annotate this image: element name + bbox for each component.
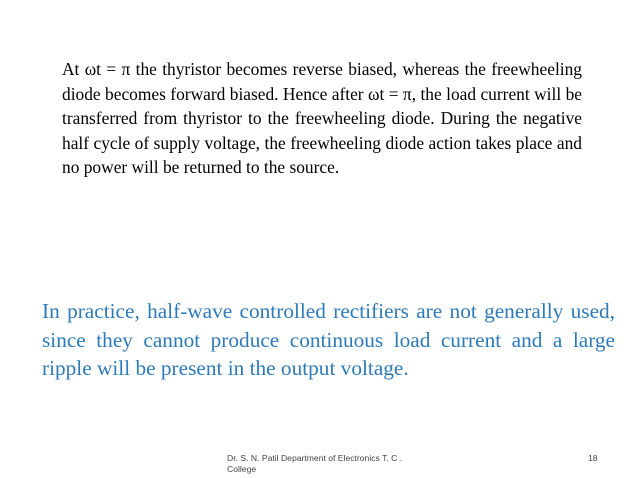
slide-footer: Dr. S. N. Patil Department of Electronics T. C . College xyxy=(227,453,403,474)
page-number: 18 xyxy=(588,453,598,463)
body-paragraph-practice: In practice, half-wave controlled rectifiers are not generally used, since they cannot produce continuous load current and a large ripple will be present in the output voltage. xyxy=(42,299,615,381)
body-paragraph-thyristor: At ωt = π the thyristor becomes reverse biased, whereas the freewheeling diode becomes forward biased. Hence after ωt = π, the load current will be transferred from thyristor to the freewheeling diode. During the negative half cycle of supply voltage, the freewheeling diode action takes place and no power will be returned to the source. xyxy=(62,59,582,178)
